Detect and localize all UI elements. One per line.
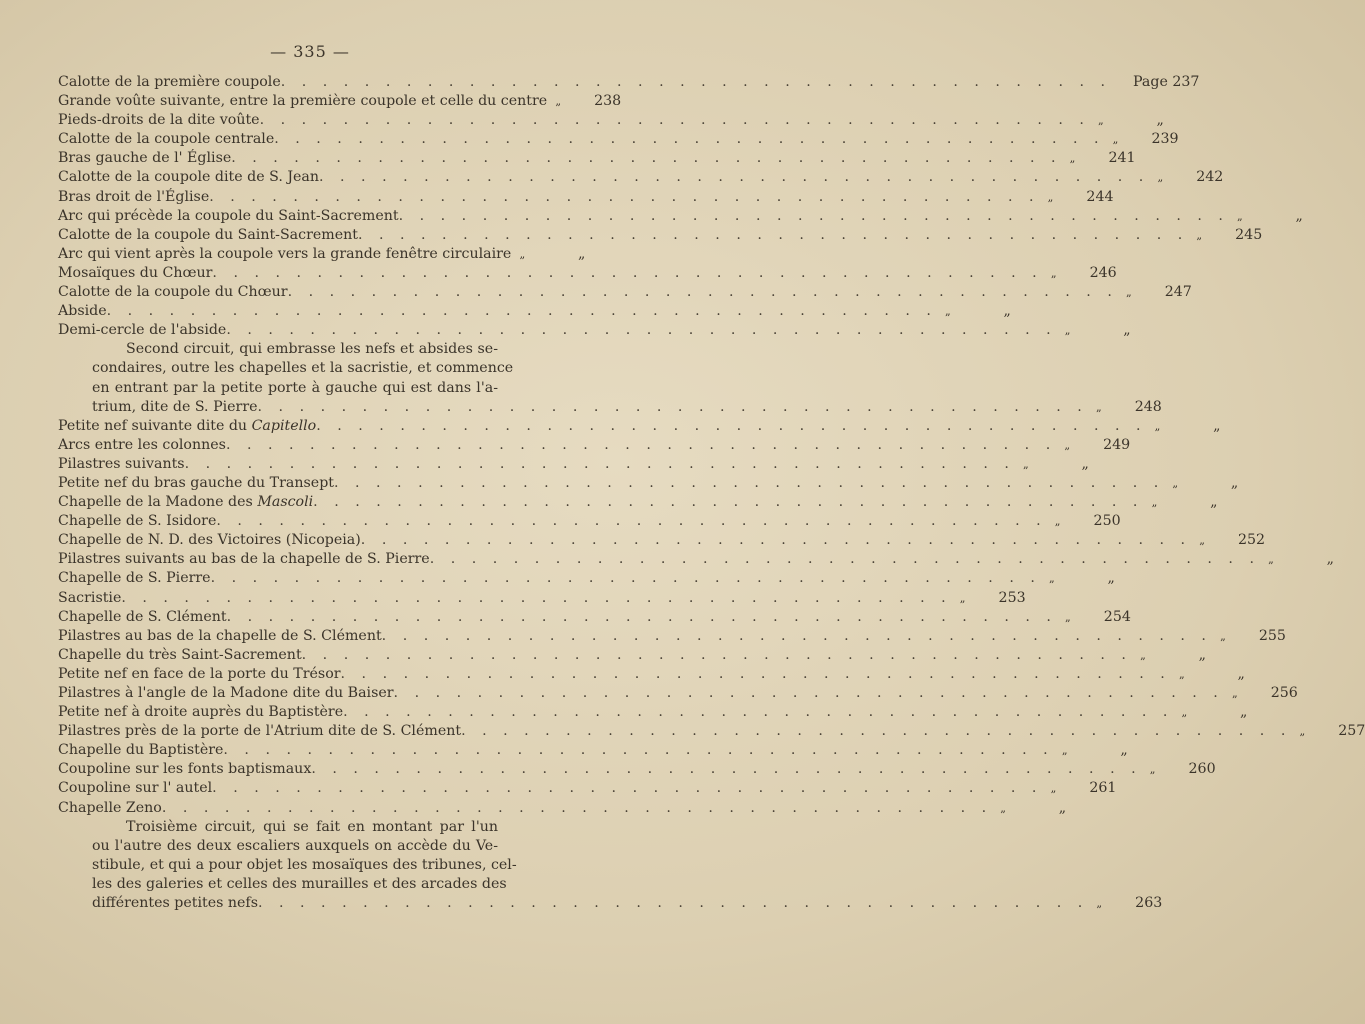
dot-leader: . . . . . . . . . . . . . . . . . . . . . . . . . . . . . . . . . . . . . . . .: [231, 150, 1062, 167]
ditto-mark: „: [1047, 190, 1054, 204]
toc-entry: [58, 436, 1131, 455]
page-reference: „: [1240, 704, 1248, 721]
page-reference: 263: [1135, 895, 1163, 912]
dot-leader: . . . . . . . . . . . . . . . . . . . . . . . . . . . . . . . . . . . . . . . .: [343, 704, 1174, 721]
entry-title: [58, 703, 343, 722]
entry-title: [58, 302, 107, 321]
entry-title: [58, 665, 341, 684]
toc-entry: [58, 646, 1206, 665]
ditto-mark: „: [1049, 572, 1055, 586]
entry-title-text: Chapelle de la Madone des: [58, 494, 258, 511]
toc-entry: [58, 245, 586, 264]
entry-title: [58, 92, 547, 111]
dot-leader: . . . . . . . . . . . . . . . . . . . . . . . . . . . . . . . . . . . . . . . .: [226, 608, 1057, 625]
page-reference: „: [1210, 494, 1218, 511]
toc-entry: [58, 608, 1131, 627]
entry-title-text: Coupoline sur les fonts baptismaux: [58, 761, 312, 778]
entry-title: [58, 207, 399, 226]
page-reference: 239: [1151, 131, 1179, 148]
entry-title: [58, 779, 212, 798]
page-reference: 256: [1270, 685, 1298, 701]
entry-title: [58, 188, 209, 207]
toc-entry: [58, 627, 1286, 646]
ditto-mark: „: [959, 591, 966, 605]
ditto-mark: „: [1268, 553, 1274, 567]
toc-entry: [58, 188, 1114, 207]
paragraph-line: condaires, outre les chapelles et la sacristie, et commence: [92, 360, 514, 377]
entry-title-text: Arcs entre les colonnes: [58, 436, 226, 453]
ditto-mark: „: [1054, 515, 1061, 529]
ditto-mark: „: [1178, 667, 1185, 681]
page-reference: „: [1058, 799, 1067, 816]
page-reference: „: [1123, 322, 1131, 339]
page-reference: 253: [998, 589, 1026, 606]
dot-leader: . . . . . . . . . . . . . . . . . . . . . . . . . . . . . . . . . . . . . . . .: [161, 799, 993, 816]
paragraph-line: les des galeries et celles des murailles et des arcades des: [92, 875, 507, 892]
page-reference: „: [1230, 474, 1239, 491]
dot-leader: . . . . . . . . . . . . . . . . . . . . . . . . . . . . . . . . . . . . . . . .: [226, 322, 1057, 339]
toc-entry: [58, 569, 1115, 588]
toc-entry: [58, 417, 1221, 436]
dot-leader: . . . . . . . . . . . . . . . . . . . . . . . . . . . . . . . . . . . . . . . .: [212, 264, 1043, 281]
toc-entry: [58, 264, 1117, 283]
toc-entry: [58, 799, 1067, 818]
entry-title-text: Demi-cercle de l'abside: [58, 322, 227, 339]
entry-title-text: Chapelle de N. D. des Victoires (Nicopeia): [58, 532, 361, 549]
toc-entry: [92, 398, 1162, 417]
page-reference: 260: [1188, 761, 1216, 778]
toc-entry: [58, 455, 1089, 474]
page-reference: 246: [1089, 264, 1117, 281]
entry-title-text: Chapelle Zeno: [58, 799, 162, 816]
entry-title: [58, 760, 311, 779]
toc-entry: [58, 760, 1216, 779]
section-paragraph: [58, 818, 1163, 913]
ditto-mark: „: [1000, 801, 1006, 815]
entry-title-text: Petite nef suivante dite du: [58, 417, 252, 434]
page-reference: 244: [1086, 188, 1114, 205]
entry-title: [58, 589, 121, 608]
toc-entry: [58, 493, 1218, 512]
entry-title: [58, 321, 226, 340]
toc-entry: [58, 684, 1298, 703]
toc-entry: [58, 130, 1179, 149]
ditto-mark: „: [1231, 687, 1238, 700]
paragraph-line: ou l'autre des deux escaliers auxquels on accède du Ve-: [92, 837, 498, 854]
dot-leader: . . . . . . . . . . . . . . . . . . . . . . . . . . . . . . . . . . . . . . . .: [357, 226, 1189, 243]
entry-title: [58, 168, 319, 187]
page-reference: „: [1198, 646, 1206, 663]
toc-entry: [92, 894, 1163, 913]
ditto-mark: „: [1050, 782, 1057, 796]
entry-title: [58, 799, 162, 818]
ditto-mark: „: [1095, 400, 1102, 414]
ditto-mark: „: [1181, 706, 1188, 720]
dot-leader: . . . . . . . . . . . . . . . . . . . . . . . . . . . . . . . . . . . . . . . .: [429, 551, 1260, 568]
entry-title: [58, 474, 334, 493]
entry-title: [58, 646, 302, 665]
page-reference: „: [1081, 455, 1089, 472]
entry-title: [58, 417, 316, 436]
ditto-mark: „: [1140, 648, 1146, 662]
page-reference: 250: [1093, 513, 1121, 530]
toc-entry: [58, 92, 622, 111]
entry-title: [58, 512, 216, 531]
entry-title: [58, 245, 511, 264]
entry-title-text: Chapelle de S. Isidore: [58, 513, 217, 530]
toc-entry: [58, 73, 1200, 92]
page-reference: „: [1156, 112, 1164, 129]
paragraph-line: stibule, et qui a pour objet les mosaïques des tribunes, cel-: [92, 856, 517, 873]
ditto-mark: „: [1061, 744, 1068, 758]
dot-leader: . . . . . . . . . . . . . . . . . . . . . . . . . . . . . . . . . . . . . . . .: [216, 513, 1047, 530]
dot-leader: . . . . . . . . . . . . . . . . . . . . . . . . . . . . . . . . . . . . . . . .: [225, 436, 1057, 453]
toc-entry: [58, 283, 1192, 302]
ditto-mark: „: [1157, 171, 1164, 185]
entry-title-text: Petite nef en face de la porte du Trésor: [58, 665, 341, 682]
ditto-mark: „: [1199, 534, 1205, 548]
page-reference: „: [1120, 742, 1128, 759]
page-reference: 242: [1196, 169, 1224, 186]
table-of-contents: [58, 73, 1365, 913]
entry-title-text: Abside: [58, 303, 107, 320]
dot-leader: . . . . . . . . . . . . . . . . . . . . . . . . . . . . . . . . . . . . . . . .: [319, 169, 1150, 186]
ditto-mark: „: [1065, 610, 1071, 624]
entry-title-text: Chapelle du Baptistère: [58, 742, 224, 759]
entry-title-text: Pilastres au bas de la chapelle de S. Clément: [58, 627, 382, 644]
entry-title-text: Bras gauche de l' Église: [58, 150, 232, 167]
entry-title: [58, 283, 288, 302]
ditto-mark: „: [1098, 114, 1104, 128]
ditto-mark: „: [1023, 457, 1029, 471]
toc-entry: [58, 512, 1121, 531]
entry-title: [92, 894, 258, 913]
ditto-mark: „: [1149, 763, 1156, 777]
paragraph-line: Second circuit, qui embrasse les nefs et absides se-: [126, 341, 498, 358]
toc-entry: [58, 703, 1248, 722]
entry-title: [58, 226, 358, 245]
entry-title: [58, 111, 260, 130]
entry-title-text: Coupoline sur l' autel: [58, 780, 213, 797]
dot-leader: . . . . . . . . . . . . . . . . . . . . . . . . . . . . . . . . . . . . . . . .: [311, 761, 1142, 778]
entry-title-italic: Capitello: [251, 417, 317, 434]
entry-title: [58, 550, 430, 569]
entry-title-text: trium, dite de S. Pierre: [92, 398, 258, 415]
page-reference: 245: [1235, 226, 1263, 243]
toc-entry: [58, 589, 1026, 608]
entry-title: [58, 130, 274, 149]
entry-title: [58, 455, 185, 474]
entry-title-text: Calotte de la première coupole: [58, 74, 281, 90]
entry-title: [58, 569, 211, 588]
ditto-mark: „: [519, 247, 526, 261]
page-reference: „: [577, 245, 586, 262]
entry-title: [58, 741, 223, 760]
dot-leader: . . . . . . . . . . . . . . . . . . . . . . . . . . . . . . . . . . . . . . . .: [209, 188, 1040, 205]
page-reference: 255: [1258, 627, 1286, 644]
page-reference: Page 237: [1133, 74, 1200, 90]
page-reference: „: [1295, 207, 1303, 224]
toc-entry: [58, 474, 1239, 493]
toc-entry: [58, 321, 1131, 340]
entry-title-text: Pilastres à l'angle de la Madone dite du Baiser: [58, 685, 394, 701]
entry-title: [58, 493, 313, 512]
entry-title-text: Pieds-droits de la dite voûte: [58, 112, 260, 129]
toc-entry: [58, 665, 1245, 684]
entry-title: [58, 264, 212, 283]
page-reference: 247: [1164, 284, 1192, 301]
section-paragraph: [58, 340, 1162, 416]
ditto-mark: „: [1220, 629, 1226, 643]
page-reference: 257: [1338, 723, 1365, 740]
entry-title-text: Chapelle de S. Clément: [58, 608, 227, 625]
toc-entry: [58, 531, 1266, 550]
toc-entry: [58, 779, 1117, 798]
dot-leader: . . . . . . . . . . . . . . . . . . . . . . . . . . . . . . . . . . . . . . . .: [259, 112, 1090, 129]
entry-title-text: Mosaïques du Chœur: [58, 264, 213, 281]
page-reference: „: [1003, 303, 1011, 320]
entry-title: [58, 627, 382, 646]
ditto-mark: „: [1096, 897, 1103, 911]
page-number: — 335 —: [270, 42, 350, 61]
entry-title-text: Pilastres près de la porte de l'Atrium dite de S. Clément: [58, 723, 462, 740]
ditto-mark: „: [1154, 419, 1161, 433]
dot-leader: . . . . . . . . . . . . . . . . . . . . . . . . . . . . . . . . . . . . . . . .: [274, 131, 1105, 148]
dot-leader: . . . . . . . . . . . . . . . . . . . . . . . . . . . . . . . . . . . . . . . .: [280, 74, 1111, 90]
toc-entry: [58, 207, 1303, 226]
ditto-mark: „: [945, 305, 951, 319]
entry-title-text: Petite nef à droite auprès du Baptistère: [58, 704, 344, 721]
entry-title: [58, 531, 361, 550]
page-reference: 254: [1103, 608, 1131, 625]
page-reference: 241: [1108, 150, 1136, 167]
page-reference: 249: [1103, 436, 1131, 453]
toc-entry: [58, 550, 1334, 569]
dot-leader: . . . . . . . . . . . . . . . . . . . . . . . . . . . . . . . . . . . . . . . .: [184, 455, 1015, 472]
page-reference: „: [1213, 417, 1221, 434]
toc-entry: [58, 111, 1164, 130]
entry-title: [58, 436, 226, 455]
toc-entry: [58, 722, 1365, 741]
ditto-mark: „: [1151, 496, 1158, 510]
dot-leader: . . . . . . . . . . . . . . . . . . . . . . . . . . . . . . . . . . . . . . . .: [461, 723, 1292, 740]
dot-leader: . . . . . . . . . . . . . . . . . . . . . . . . . . . . . . . . . . . . . . . .: [360, 532, 1192, 549]
entry-title-text: Petite nef du bras gauche du Transept: [58, 474, 334, 491]
ditto-mark: „: [555, 95, 562, 109]
ditto-mark: „: [1299, 725, 1306, 739]
entry-title-text: Pilastres suivants: [58, 455, 185, 472]
entry-title-text: Calotte de la coupole dite de S. Jean: [58, 169, 320, 186]
entry-title: [58, 73, 281, 92]
page-reference: „: [1107, 570, 1115, 587]
page-reference: 261: [1089, 780, 1117, 797]
dot-leader: . . . . . . . . . . . . . . . . . . . . . . . . . . . . . . . . . . . . . . . .: [393, 685, 1224, 701]
page-reference: „: [1237, 665, 1245, 682]
toc-entry: [58, 741, 1128, 760]
entry-title-text: différentes petites nefs: [92, 895, 258, 912]
ditto-mark: „: [1064, 324, 1071, 338]
entry-title-text: Arc qui vient après la coupole vers la grande fenêtre circulaire: [58, 245, 512, 262]
dot-leader: . . . . . . . . . . . . . . . . . . . . . . . . . . . . . . . . . . . . . . . .: [340, 665, 1171, 682]
ditto-mark: „: [1172, 476, 1179, 490]
entry-title-text: Calotte de la coupole centrale: [58, 131, 275, 148]
ditto-mark: „: [1237, 209, 1243, 223]
toc-entry: [58, 149, 1136, 168]
ditto-mark: „: [1069, 152, 1076, 166]
toc-entry: [58, 226, 1263, 245]
entry-title-text: Pilastres suivants au bas de la chapelle de S. Pierre: [58, 551, 430, 568]
dot-leader: . . . . . . . . . . . . . . . . . . . . . . . . . . . . . . . . . . . . . . . .: [257, 398, 1088, 415]
page-reference: 238: [594, 93, 622, 110]
dot-leader: . . . . . . . . . . . . . . . . . . . . . . . . . . . . . . . . . . . . . . . .: [313, 494, 1144, 511]
dot-leader: . . . . . . . . . . . . . . . . . . . . . . . . . . . . . . . . . . . . . . . .: [316, 417, 1147, 434]
entry-title-text: Grande voûte suivante, entre la première coupole et celle du centre: [58, 93, 548, 110]
entry-title-text: Bras droit de l'Église: [58, 188, 210, 205]
dot-leader: . . . . . . . . . . . . . . . . . . . . . . . . . . . . . . . . . . . . . . . .: [223, 742, 1054, 759]
dot-leader: . . . . . . . . . . . . . . . . . . . . . . . . . . . . . . . . . . . . . . . .: [210, 570, 1041, 587]
dot-leader: . . . . . . . . . . . . . . . . . . . . . . . . . . . . . . . . . . . . . . . .: [301, 646, 1132, 663]
entry-title: [92, 398, 258, 417]
paragraph-line: en entrant par la petite porte à gauche qui est dans l'a-: [92, 379, 498, 396]
dot-leader: . . . . . . . . . . . . . . . . . . . . . . . . . . . . . . . . . . . . . . . .: [121, 589, 952, 606]
toc-entry: [58, 168, 1224, 187]
ditto-mark: „: [1064, 438, 1071, 452]
ditto-mark: „: [1112, 133, 1119, 147]
entry-title-text: Chapelle de S. Pierre: [58, 570, 211, 587]
dot-leader: . . . . . . . . . . . . . . . . . . . . . . . . . . . . . . . . . . . . . . . .: [212, 780, 1043, 797]
entry-title: [58, 608, 227, 627]
entry-title-text: Sacristie: [58, 589, 122, 606]
page-reference: 248: [1134, 398, 1162, 415]
dot-leader: . . . . . . . . . . . . . . . . . . . . . . . . . . . . . . . . . . . . . . . .: [257, 895, 1089, 912]
entry-title-text: Chapelle du très Saint-Sacrement: [58, 646, 302, 663]
entry-title-text: Calotte de la coupole du Chœur: [58, 284, 288, 301]
entry-title-text: Calotte de la coupole du Saint-Sacrement: [58, 226, 358, 243]
entry-title-text: Arc qui précède la coupole du Saint-Sacrement: [58, 207, 399, 224]
dot-leader: . . . . . . . . . . . . . . . . . . . . . . . . . . . . . . . . . . . . . . . .: [381, 627, 1212, 644]
entry-title: [58, 684, 394, 703]
page-reference: „: [1326, 551, 1334, 568]
ditto-mark: „: [1196, 228, 1203, 242]
ditto-mark: „: [1050, 266, 1057, 280]
dot-leader: . . . . . . . . . . . . . . . . . . . . . . . . . . . . . . . . . . . . . . . .: [287, 284, 1118, 301]
entry-title-italic: Mascoli: [257, 494, 314, 511]
dot-leader: . . . . . . . . . . . . . . . . . . . . . . . . . . . . . . . . . . . . . . . .: [333, 474, 1165, 491]
ditto-mark: „: [1125, 286, 1132, 300]
entry-title: [58, 722, 461, 741]
page-reference: 252: [1237, 532, 1266, 549]
toc-entry: [58, 302, 1011, 321]
dot-leader: . . . . . . . . . . . . . . . . . . . . . . . . . . . . . . . . . . . . . . . .: [106, 303, 937, 320]
paragraph-line: Troisième circuit, qui se fait en montant par l'un: [126, 818, 498, 835]
dot-leader: . . . . . . . . . . . . . . . . . . . . . . . . . . . . . . . . . . . . . . . .: [398, 207, 1229, 224]
entry-title: [58, 149, 231, 168]
